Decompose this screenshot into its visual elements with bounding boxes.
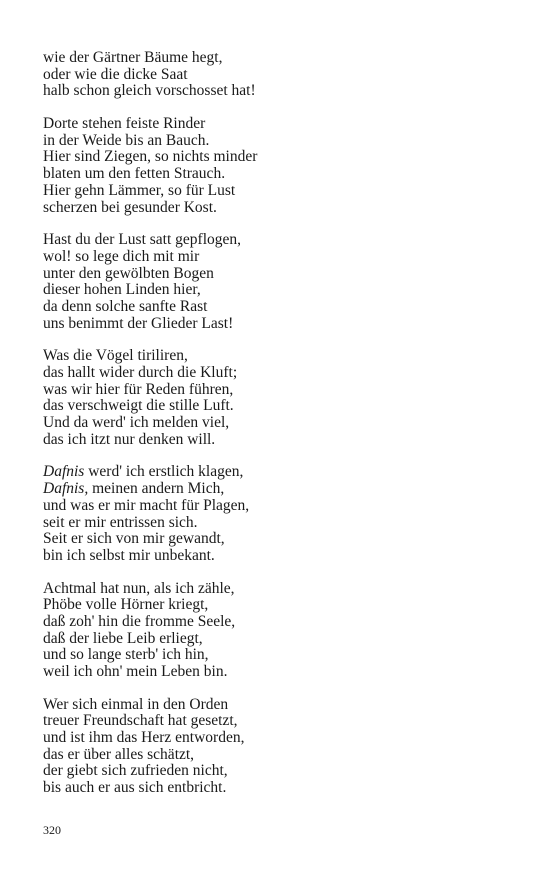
line-text: daß zoh' hin die fromme Seele, (43, 612, 236, 630)
stanza (43, 464, 523, 564)
line-text: da denn solche sanfte Rast (43, 297, 208, 315)
line-text: das ich itzt nur denken will. (43, 430, 216, 448)
poem-line (43, 664, 523, 681)
poem-line (43, 382, 523, 399)
poem-line (43, 697, 523, 714)
line-text: unter den gewölbten Bogen (43, 264, 214, 282)
line-text: in der Weide bis an Bauch. (43, 131, 210, 149)
line-text: und so lange sterb' ich hin, (43, 646, 209, 664)
line-text: Phöbe volle Hörner kriegt, (43, 596, 209, 614)
italic-name: Dafnis (43, 463, 85, 481)
poem-line (43, 83, 523, 100)
poem-text (43, 50, 523, 813)
poem-line (43, 149, 523, 166)
line-text: bin ich selbst mir unbekant. (43, 546, 215, 564)
poem-line (43, 166, 523, 183)
poem-line (43, 631, 523, 648)
line-text: das er über alles schätzt, (43, 745, 195, 763)
poem-line (43, 282, 523, 299)
line-text: meinen andern Mich, (88, 480, 225, 498)
line-text: Und da werd' ich melden viel, (43, 414, 230, 432)
stanza (43, 348, 523, 448)
poem-line (43, 266, 523, 283)
line-text: scherzen bei gesunder Kost. (43, 198, 217, 216)
page-number: 320 (43, 823, 61, 837)
poem-line (43, 415, 523, 432)
poem-line (43, 647, 523, 664)
poem-line (43, 763, 523, 780)
line-text: werd' ich erstlich klagen, (84, 463, 244, 481)
poem-line (43, 299, 523, 316)
line-text: Was die Vögel tiriliren, (43, 347, 188, 365)
poem-line (43, 597, 523, 614)
line-text: oder wie die dicke Saat (43, 65, 188, 83)
line-text: Achtmal hat nun, als ich zähle, (43, 579, 235, 597)
poem-line (43, 614, 523, 631)
poem-line (43, 249, 523, 266)
line-text: wol! so lege dich mit mir (43, 247, 200, 265)
poem-line (43, 481, 523, 498)
poem-line (43, 365, 523, 382)
line-text: was wir hier für Reden führen, (43, 380, 234, 398)
poem-line (43, 316, 523, 333)
line-text: der giebt sich zufrieden nicht, (43, 762, 228, 780)
poem-line (43, 116, 523, 133)
line-text: uns benimmt der Glieder Last! (43, 314, 234, 332)
stanza (43, 581, 523, 681)
poem-line (43, 464, 523, 481)
line-text: weil ich ohn' mein Leben bin. (43, 663, 228, 680)
stanza (43, 116, 523, 216)
line-text: Wer sich einmal in den Orden (43, 695, 229, 713)
line-text: dieser hohen Linden hier, (43, 281, 201, 299)
italic-name: Dafnis, (43, 480, 89, 498)
poem-line (43, 183, 523, 200)
poem-line (43, 67, 523, 84)
poem-line (43, 348, 523, 365)
line-text: Hier gehn Lämmer, so für Lust (43, 181, 236, 199)
poem-line (43, 498, 523, 515)
poem-line (43, 531, 523, 548)
line-text: bis auch er aus sich entbricht. (43, 779, 227, 797)
line-text: daß der liebe Leib erliegt, (43, 629, 203, 647)
line-text: Hier sind Ziegen, so nichts minder (43, 148, 258, 166)
poem-line (43, 581, 523, 598)
stanza (43, 232, 523, 332)
line-text: Seit er sich von mir gewandt, (43, 530, 225, 548)
poem-line (43, 398, 523, 415)
line-text: blaten um den fetten Strauch. (43, 165, 226, 183)
line-text: wie der Gärtner Bäume hegt, (43, 49, 223, 66)
poem-line (43, 232, 523, 249)
poem-line (43, 548, 523, 565)
poem-line (43, 780, 523, 797)
poem-line (43, 730, 523, 747)
stanza (43, 50, 523, 100)
line-text: das hallt wider durch die Kluft; (43, 364, 238, 381)
line-text: seit er mir entrissen sich. (43, 513, 198, 531)
line-text: das verschweigt die stille Luft. (43, 397, 234, 415)
poem-line (43, 515, 523, 532)
line-text: und ist ihm das Herz entworden, (43, 729, 245, 747)
poem-line (43, 747, 523, 764)
line-text: halb schon gleich vorschosset hat! (43, 82, 256, 100)
poem-line (43, 432, 523, 449)
poem-line (43, 713, 523, 730)
stanza (43, 697, 523, 797)
line-text: treuer Freundschaft hat gesetzt, (43, 712, 238, 730)
line-text: Hast du der Lust satt gepflogen, (43, 231, 242, 249)
line-text: und was er mir macht für Plagen, (43, 496, 250, 514)
poem-line (43, 50, 523, 67)
poem-line (43, 200, 523, 217)
line-text: Dorte stehen feiste Rinder (43, 115, 206, 133)
poem-line (43, 133, 523, 150)
